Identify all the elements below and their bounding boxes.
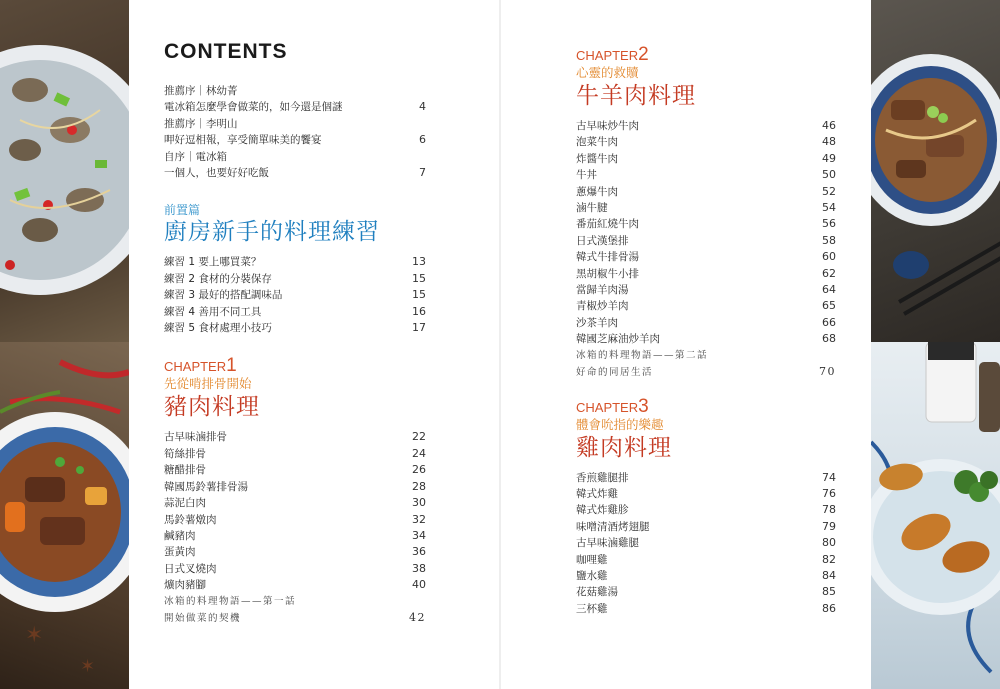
svg-text:✶: ✶ [80,656,96,677]
right-page-toc [576,46,836,617]
chapter-1-title: 豬肉料理 [164,394,260,421]
toc-page-number: 36 [412,545,426,559]
chapter-3-kicker: 體會吮指的樂趣 [576,416,664,432]
toc-entry-text: 馬鈴薯燉肉 [164,513,217,526]
toc-entry-text: 爌肉豬腳 [164,579,206,592]
toc-entry-text: 自序｜電冰箱 [164,150,227,163]
toc-entry-text: 番茄紅燒牛肉 [576,218,639,231]
toc-entry-text: 花菇雞湯 [576,586,618,599]
toc-page-number: 84 [822,568,836,582]
toc-page-number: 15 [412,288,426,302]
toc-entry-text: 蒜泥白肉 [164,497,206,510]
toc-row[interactable] [576,601,836,617]
toc-entry-text: 呷好逗相報，享受簡單味美的饗宴 [164,134,322,147]
toc-row[interactable] [164,462,426,478]
toc-page-number: 17 [412,321,426,335]
chapter-2-kicker: 心靈的救贖 [576,65,639,80]
toc-row[interactable] [164,304,426,320]
toc-entry-text: 練習 4 善用不同工具 [164,305,262,318]
toc-entry-text: 日式叉燒肉 [164,562,217,575]
story-row[interactable] [576,364,836,381]
toc-entry-text: 三杯雞 [576,602,608,615]
toc-row[interactable] [576,200,836,216]
toc-entry-text: 蛋黃肉 [164,546,196,559]
story-title: 冰箱的料理物語——第一話 [164,595,297,607]
toc-row[interactable] [576,331,836,347]
toc-row[interactable] [576,282,836,298]
toc-row[interactable] [576,315,836,331]
chapter-3-heading [576,395,836,417]
toc-entry-text: 沙茶羊肉 [576,316,618,329]
toc-row[interactable] [164,320,426,336]
toc-entry-text: 韓式炸雞 [576,487,618,500]
contents-title: CONTENTS [164,40,288,63]
story-row[interactable] [576,348,836,364]
toc-page-number: 26 [412,463,426,477]
toc-row[interactable] [164,149,426,165]
toc-row[interactable] [576,118,836,134]
toc-page-number: 46 [822,119,836,132]
toc-row[interactable] [164,83,426,99]
toc-row[interactable] [576,568,836,584]
toc-row[interactable] [164,577,426,593]
toc-row[interactable] [576,184,836,200]
toc-page-number: 34 [412,528,426,542]
toc-page-number: 28 [412,479,426,493]
toc-row[interactable] [164,479,426,495]
chapter-2-heading [576,46,836,65]
toc-entry-text: 糖醋排骨 [164,464,206,477]
toc-entry-text: 當歸羊肉湯 [576,284,629,297]
toc-entry-text: 韓國芝麻油炒羊肉 [576,333,660,346]
prelude-title: 廚房新手的料理練習 [164,219,380,246]
toc-entry-text: 青椒炒羊肉 [576,300,629,313]
toc-page-number: 32 [412,512,426,526]
toc-entry-text: 蔥爆牛肉 [576,185,618,198]
story-title: 冰箱的料理物語——第二話 [576,349,709,361]
toc-entry-text: 鹹豬肉 [164,529,196,542]
toc-row[interactable] [576,167,836,183]
toc-entry-text: 古早味滷雞腿 [576,537,639,550]
story-subtitle: 好命的同居生活 [576,367,654,379]
toc-page-number: 64 [822,283,836,297]
toc-row[interactable] [576,470,836,486]
chapter-2-list [576,118,836,382]
chapter-label: CHAPTER [576,399,639,415]
toc-entry-text: 古早味滷排骨 [164,431,227,444]
svg-text:✶: ✶ [25,623,44,648]
toc-row[interactable] [576,502,836,518]
toc-row[interactable] [164,495,426,511]
toc-page-number: 24 [412,446,426,460]
toc-page-number: 49 [822,151,836,165]
roast-chicken-photo [871,342,1000,689]
left-page-toc [164,40,426,627]
toc-page-number: 13 [412,255,426,269]
toc-row[interactable] [164,165,426,181]
toc-page-number: 65 [822,299,836,313]
toc-page-number: 42 [409,610,426,624]
toc-page-number: 79 [822,519,836,533]
toc-row[interactable] [164,271,426,287]
toc-row[interactable] [576,552,836,568]
toc-page-number: 52 [822,184,836,198]
toc-entry-text: 韓國馬鈴薯排骨湯 [164,480,248,493]
toc-page-number: 76 [822,486,836,500]
toc-row[interactable] [576,249,836,265]
toc-page-number: 58 [822,233,836,247]
toc-row[interactable] [576,151,836,167]
toc-page-number: 7 [419,166,426,180]
toc-entry-text: 推薦序｜李明山 [164,117,238,130]
story-row[interactable] [164,594,426,610]
toc-entry-text: 鹽水雞 [576,569,608,582]
toc-page-number: 54 [822,201,836,215]
toc-row[interactable] [164,528,426,544]
toc-row[interactable] [576,298,836,314]
toc-page-number: 70 [819,365,836,379]
toc-row[interactable] [164,512,426,528]
toc-page-number: 38 [412,561,426,575]
toc-row[interactable] [164,132,426,148]
toc-entry-text: 練習 1 要上哪買菜？ [164,256,262,269]
toc-row[interactable] [164,561,426,577]
toc-entry-text: 香煎雞腿排 [576,471,629,484]
toc-entry-text: 日式漢堡排 [576,234,629,247]
toc-page-number: 74 [822,470,836,484]
toc-row[interactable] [164,287,426,303]
toc-row[interactable] [576,584,836,600]
toc-entry-text: 黑胡椒牛小排 [576,267,639,280]
toc-entry-text: 味噌清酒烤翅腿 [576,520,650,533]
toc-entry-text: 泡菜牛肉 [576,136,618,149]
story-subtitle: 開始做菜的契機 [164,612,242,624]
toc-page-number: 4 [419,100,426,114]
toc-page-number: 80 [822,536,836,550]
toc-entry-text: 電冰箱怎麼學會做菜的，如今還是個謎 [164,101,343,114]
book-gutter [499,0,501,689]
toc-row[interactable] [576,266,836,282]
story-row[interactable] [164,610,426,627]
toc-entry-text: 筍絲排骨 [164,447,206,460]
toc-row[interactable] [164,99,426,115]
clams-dish-photo [0,0,129,342]
toc-page-number: 62 [822,266,836,280]
toc-entry-text: 一個人，也要好好吃飯 [164,167,269,180]
toc-page-number: 16 [412,304,426,318]
toc-row[interactable] [164,446,426,462]
toc-page-number: 85 [822,585,836,599]
toc-entry-text: 牛丼 [576,169,597,182]
toc-entry-text: 古早味炒牛肉 [576,120,639,132]
toc-page-number: 40 [412,578,426,592]
chapter-2-title: 牛羊肉料理 [576,83,696,109]
toc-page-number: 56 [822,217,836,231]
toc-row[interactable] [576,486,836,502]
toc-row[interactable] [164,254,426,270]
chapter-1-kicker: 先從啃排骨開始 [164,376,252,392]
toc-page-number: 82 [822,552,836,566]
toc-page-number: 22 [412,430,426,444]
toc-entry-text: 韓式牛排骨湯 [576,251,639,264]
chapter-number: 3 [638,395,649,417]
chapter-number: 2 [638,44,649,65]
toc-page-number: 30 [412,496,426,510]
toc-entry-text: 練習 5 食材處理小技巧 [164,322,272,335]
chapter-1-list [164,429,426,627]
front-matter-list [164,83,426,181]
beef-bowl-photo [871,0,1000,342]
toc-page-number: 60 [822,250,836,264]
toc-row[interactable] [576,535,836,551]
toc-page-number: 50 [822,168,836,182]
toc-entry-text: 推薦序｜林幼菁 [164,85,238,97]
chapter-3-title: 雞肉料理 [576,434,672,461]
toc-page-number: 48 [822,135,836,149]
braised-beef-photo [0,342,129,689]
toc-entry-text: 滷牛腱 [576,202,608,215]
toc-entry-text: 練習 2 食材的分裝保存 [164,272,272,285]
toc-page-number: 86 [822,601,836,615]
toc-row[interactable] [164,116,426,132]
toc-row[interactable] [576,134,836,150]
chapter-label: CHAPTER [576,48,639,63]
chapter-label: CHAPTER [164,359,227,375]
toc-page-number: 6 [419,133,426,147]
chapter-number: 1 [226,355,237,377]
prelude-kicker: 前置篇 [164,203,201,218]
prelude-list [164,254,426,336]
toc-entry-text: 炸醬牛肉 [576,152,618,165]
toc-row[interactable] [576,216,836,232]
toc-row[interactable] [576,233,836,249]
toc-row[interactable] [576,519,836,535]
toc-entry-text: 韓式炸雞胗 [576,504,629,517]
chapter-1-heading [164,357,426,376]
chapter-3-list [576,470,836,618]
toc-page-number: 68 [822,332,836,346]
toc-page-number: 15 [412,271,426,285]
toc-row[interactable] [164,429,426,445]
toc-row[interactable] [164,544,426,560]
toc-page-number: 78 [822,503,836,517]
toc-entry-text: 咖哩雞 [576,553,608,566]
toc-page-number: 66 [822,315,836,329]
toc-entry-text: 練習 3 最好的搭配調味品 [164,289,283,302]
